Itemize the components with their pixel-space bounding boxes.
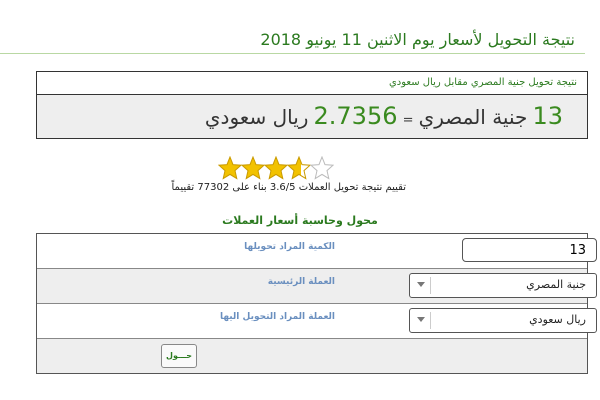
star-icon[interactable]: [218, 156, 242, 180]
base-currency-label: العملة الرئيسية: [267, 277, 335, 287]
rating-stars[interactable]: [218, 156, 334, 182]
result-amount: 13: [532, 102, 563, 130]
target-currency-value: ريال سعودي: [529, 313, 586, 326]
calculator-form: [36, 233, 588, 374]
star-icon[interactable]: [264, 156, 288, 180]
select-divider: [430, 312, 431, 329]
result-header: نتيجة تحويل جنية المصري مقابل ريال سعودي: [37, 72, 587, 95]
star-icon[interactable]: [287, 156, 311, 180]
target-currency-row: [37, 304, 587, 339]
chevron-down-icon: [417, 282, 425, 287]
result-equals-sign: =: [402, 113, 414, 128]
chevron-down-icon: [417, 317, 425, 322]
target-currency-select[interactable]: [409, 308, 597, 333]
convert-row: [37, 339, 587, 373]
calculator-title: محول وحاسبة أسعار العملات: [222, 214, 378, 227]
base-currency-row: [37, 269, 587, 304]
target-currency-label: العملة المراد التحويل اليها: [219, 312, 335, 322]
conversion-result-box: [36, 71, 588, 139]
star-icon[interactable]: [241, 156, 265, 180]
amount-row: [37, 234, 587, 269]
amount-input[interactable]: 13: [462, 238, 597, 262]
result-rate-value: 2.7356: [313, 102, 398, 130]
base-currency-value: جنية المصري: [526, 278, 586, 291]
amount-label: الكمية المراد تحويلها: [244, 242, 335, 252]
result-from-currency: جنية المصري: [418, 105, 528, 129]
convert-button[interactable]: حـــول: [161, 344, 197, 368]
rating-summary: تقييم نتيجة تحويل العملات 3.6/5 بناء على 77302 تقييماً: [171, 182, 406, 193]
result-to-currency: ريال سعودي: [204, 105, 309, 129]
title-divider: [0, 53, 585, 54]
page-title: نتيجة التحويل لأسعار يوم الاثنين 11 يونيو 2018: [260, 30, 575, 49]
star-icon[interactable]: [310, 156, 334, 180]
result-line: [37, 95, 587, 138]
base-currency-select[interactable]: [409, 273, 597, 298]
select-divider: [430, 277, 431, 294]
